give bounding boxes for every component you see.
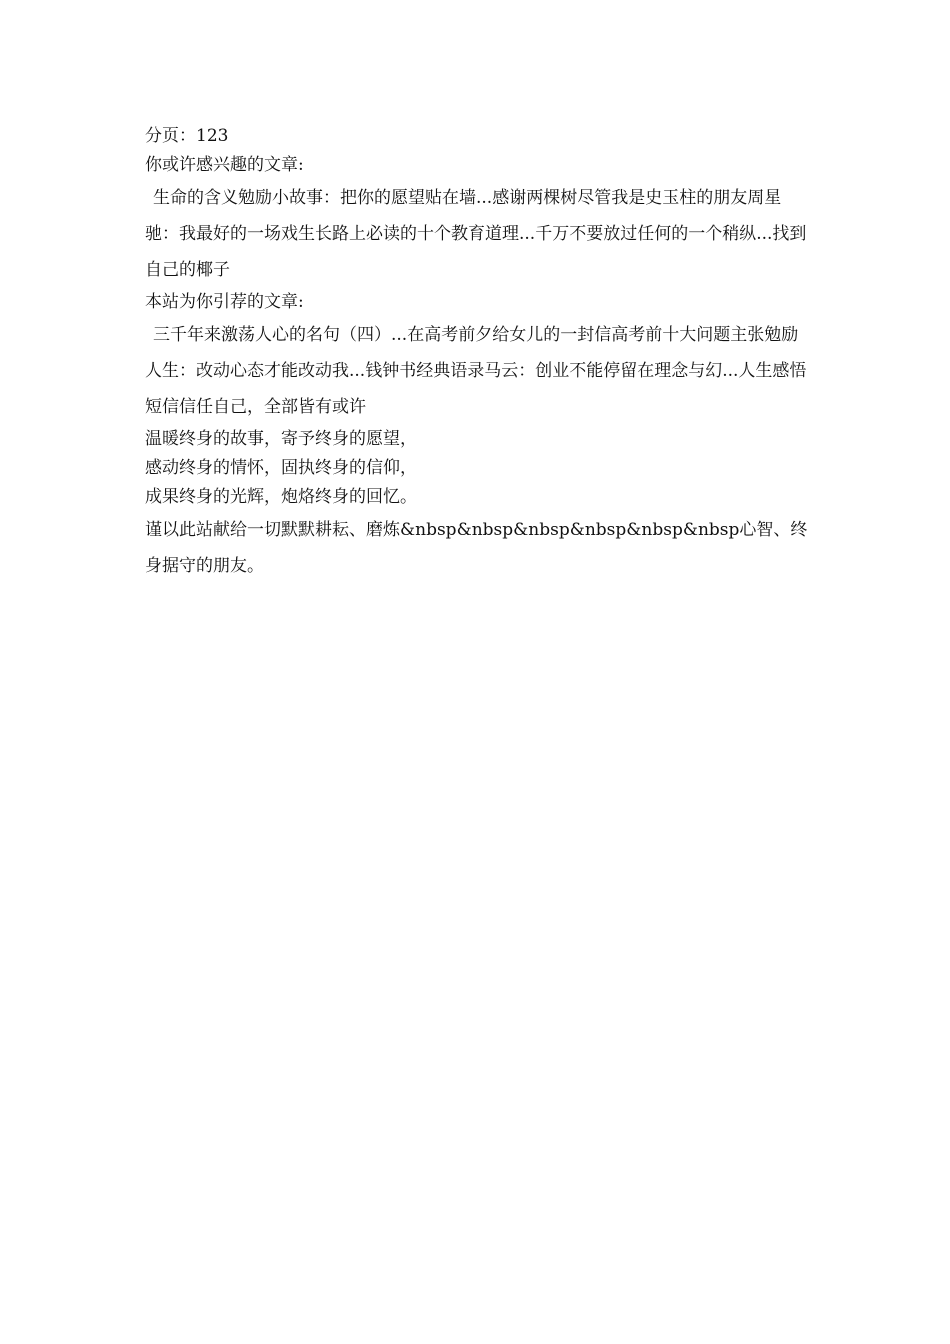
interesting-articles-heading: 你或许感兴趣的文章:: [145, 155, 304, 175]
recommended-articles-list[interactable]: 三千年来激荡人心的名句（四）...在高考前夕给女儿的一封信高考前十大问题主张勉励人生：改动心态才能改动我...钱钟书经典语录马云：创业不能停留在理念与幻...人生感悟短信信任自己，全部皆有或许: [145, 325, 807, 417]
pagination-text: 分页：123: [145, 126, 229, 146]
motto-line-1: 温暖终身的故事，寄予终身的愿望，: [145, 429, 417, 449]
dedication-text: 谨以此站献给一切默默耕耘、磨炼&nbsp&nbsp&nbsp&nbsp&nbsp&nbsp心智、终身据守的朋友。: [145, 520, 808, 576]
motto-line-3: 成果终身的光辉，炮烙终身的回忆。: [145, 487, 417, 507]
motto-line-2: 感动终身的情怀，固执终身的信仰，: [145, 458, 417, 478]
interesting-articles-list[interactable]: 生命的含义勉励小故事：把你的愿望贴在墙...感谢两棵树尽管我是史玉柱的朋友周星驰：我最好的一场戏生长路上必读的十个教育道理...千万不要放过任何的一个稍纵...找到自己的椰子: [145, 188, 807, 280]
recommended-articles-heading: 本站为你引荐的文章:: [145, 292, 304, 312]
document-page: [145, 122, 810, 584]
